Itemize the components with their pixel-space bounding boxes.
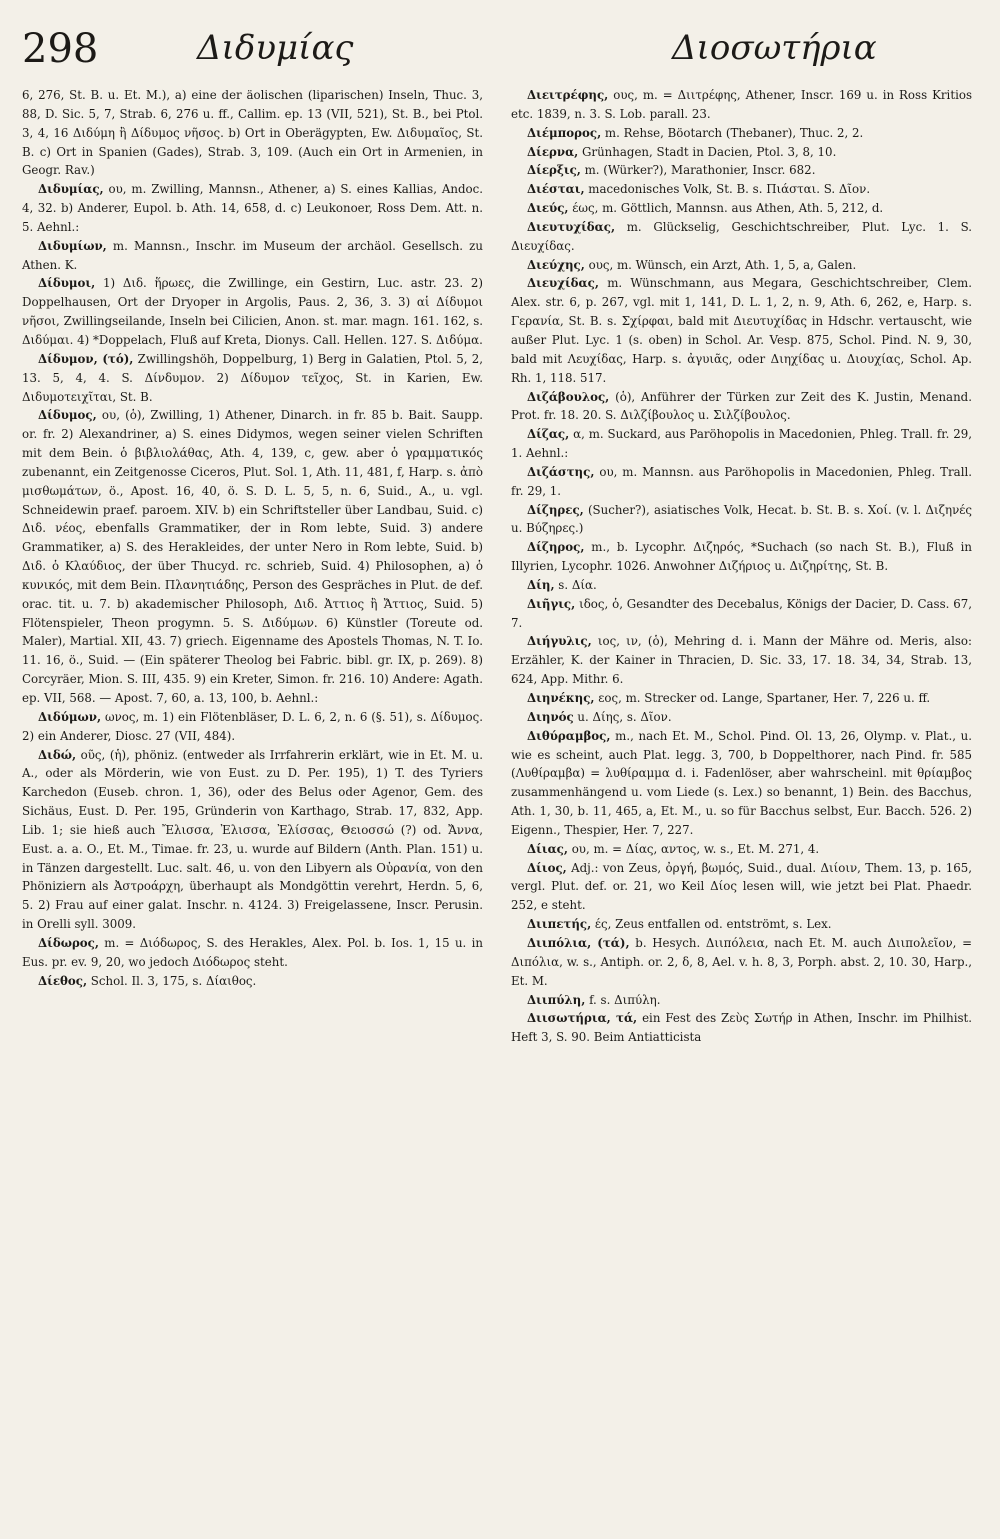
entry-headword: Δίδυμον, (τό), — [38, 351, 134, 366]
entry-headword: Διδυμίας, — [38, 182, 104, 197]
entry-text: b. Hesych. Διιπόλεια, nach Et. M. auch Διιπολεῖον, = Διπόλια, w. s., Antiph. or. 2, δ, 8, Ael. v. h. 8, 3, Porph. abst. 2, 10. 30, Harp., Et. M. — [511, 935, 972, 988]
entry-text: ους, m. Wünsch, ein Arzt, Ath. 1, 5, a, Galen. — [584, 257, 857, 272]
entry-text: ου, m. Mannsn. aus Paröhopolis in Macedonien, Phleg. Trall. fr. 29, 1. — [511, 464, 972, 498]
dictionary-entry — [511, 727, 972, 840]
dictionary-entry — [22, 350, 483, 407]
entry-text: οῦς, (ἡ), phöniz. (entweder als Irrfahrerin erklärt, wie in Et. M. u. A., oder als Mörderin, wie von Eust. zu D. Per. 195), 1) T. des Tyriers Karchedon (Euseb. chron. 1, 36), oder des Belus oder Agenor, Gem. des Sichäus, Eust. D. Per. 195, Gründerin von Karthago, Strab. 17, 832, App. Lib. 1; sie hieß auch Ἔλισσα, Ἐλισσα, Ἐλίσσας, Θειοσσώ (?) od. Ἄννα, Eust. a. a. O., Et. M., Timae. fr. 23, u. wurde auf Bildern (Anth. Plan. 151) u. in Tänzen dargestellt. Luc. salt. 46, u. von den Libyern als Οὐρανία, von den Phöniziern als Ἀστροάρχη, überhaupt als Mondgöttin verehrt, Herdn. 5, 6, 5. 2) Frau auf einer galat. Inschr. n. 4124. 3) Freigelassene, Inscr. Perusin. in Orelli syll. 3009. — [22, 747, 483, 932]
entry-headword: Διεύχης, — [527, 257, 585, 272]
entry-text: εος, m. Strecker od. Lange, Spartaner, Her. 7, 226 u. ff. — [594, 691, 931, 705]
dictionary-entry — [511, 274, 972, 387]
dictionary-entry — [22, 406, 483, 708]
right-running-headword: Διοσωτήρια — [672, 28, 877, 68]
entry-text: s. Δία. — [554, 577, 597, 592]
dictionary-entry — [511, 689, 972, 708]
entry-text: m. = Διόδωρος, S. des Herakles, Alex. Pol. b. Ios. 1, 15 u. in Eus. pr. ev. 9, 20, wo jedoch Διόδωρος steht. — [22, 935, 483, 969]
entry-text: Adj.: von Zeus, ὀργή, βωμός, Suid., dual. Διίοιν, Them. 13, p. 165, vergl. Plut. def. or. 21, wo Keil Δίος lesen will, wie jetzt bei Plat. Phaedr. 252, e steht. — [511, 860, 972, 913]
entry-text: έως, m. Göttlich, Mannsn. aus Athen, Ath. 5, 212, d. — [568, 201, 884, 216]
entry-headword: Διιπύλη, — [527, 992, 586, 1007]
entry-headword: Διῆγις, — [527, 596, 576, 611]
entry-headword: Δίζας, — [527, 427, 570, 442]
entry-text: ου, m. Zwilling, Mannsn., Athener, a) S. eines Kallias, Andoc. 4, 32. b) Anderer, Eupol. b. Ath. 14, 658, d. c) Leukonoer, Ross Dem. Att. n. 5. Aehnl.: — [22, 182, 483, 234]
dictionary-entry — [511, 538, 972, 576]
dictionary-entry — [22, 237, 483, 275]
entry-text: m., nach Et. M., Schol. Pind. Ol. 13, 26, Olymp. v. Plat., u. wie es scheint, auch Plat. legg. 3, 700, b Doppelthorer, nach Pind. fr. 585 (Λυθίραμβα) = λυθίραμμα d. i. Fadenlöser, aber wahrscheinl. mit θρίαμβος zusammenhängend u. vom Liede (s. Lex.) so benannt, 1) Bein. des Bacchus, Ath. 1, 30, b. 11, 465, a, Et. M., u. so für Bacchus selbst, Eur. Bacch. 526. 2) Eigenn., Thespier, Her. 7, 227. — [511, 728, 972, 837]
dictionary-entry — [511, 463, 972, 501]
entry-text: Grünhagen, Stadt in Dacien, Ptol. 3, 8, 10. — [578, 144, 837, 159]
dictionary-entry — [511, 595, 972, 633]
page-header — [22, 26, 972, 86]
entry-text: m. Rehse, Böotarch (Thebaner), Thuc. 2, 2. — [601, 125, 864, 140]
entry-headword: Δίιος, — [527, 860, 567, 875]
entry-headword: Διζάστης, — [527, 464, 595, 479]
entry-headword: Δίζηρος, — [527, 540, 585, 555]
dictionary-entry — [511, 388, 972, 426]
entry-headword: Διδύμων, — [38, 709, 102, 724]
entry-headword: Διδώ, — [38, 747, 77, 762]
dictionary-entry — [511, 859, 972, 916]
dictionary-entry — [511, 840, 972, 859]
entry-text: m. Glückselig, Geschichtschreiber, Plut. Lyc. 1. S. Διευχίδας. — [511, 219, 972, 253]
entry-headword: Δίδυμοι, — [38, 276, 96, 291]
entry-text: ωνος, m. 1) ein Flötenbläser, D. L. 6, 2, n. 6 (§. 51), s. Δίδυμος. 2) ein Anderer, Diosc. 27 (VII, 484). — [22, 709, 483, 743]
dictionary-entry — [511, 934, 972, 991]
dictionary-entry — [511, 425, 972, 463]
entry-headword: Διήγυλις, — [527, 634, 592, 649]
dictionary-entry — [511, 991, 972, 1010]
entry-headword: Διευχίδας, — [527, 276, 599, 291]
dictionary-entry — [22, 708, 483, 746]
entry-headword: Διδυμίων, — [38, 238, 107, 253]
dictionary-entry — [511, 180, 972, 199]
entry-text: ιδος, ὁ, Gesandter des Decebalus, Königs der Dacier, D. Cass. 67, 7. — [511, 596, 972, 630]
entry-text: ου, (ὁ), Zwilling, 1) Athener, Dinarch. in fr. 85 b. Bait. Saupp. or. fr. 2) Alexandriner, a) S. eines Didymos, wegen seiner vielen Schriften mit dem Bein. ὁ βιβλιολάθας, Ath. 4, 139, c, gew. aber ὁ γραμματικός zubenannt, ein Zeitgenosse Ciceros, Plut. Sol. 1, Ath. 11, 481, f, Harp. s. ἀπὸ μισθωμάτων, ö., Apost. 16, 40, ö. S. D. L. 5, 5, n. 6, Suid., A., u. vgl. Schneidewin praef. paroem. XIV. b) ein Schriftsteller über Landbau, Suid. c) Διδ. νέος, ebenfalls Grammatiker, der in Rom lebte, Suid. 3) andere Grammatiker, a) S. des Herakleides, der unter Nero in Rom lebte, Suid. b) Διδ. ὁ Κλαύδιος, der über Thucyd. rc. schrieb, Suid. 4) Philosophen, a) ὁ κυνικός, mit dem Bein. Πλανητιάδης, Person des Gespräches in Plut. de def. orac. tit. u. 7. b) akademischer Philosoph, Διδ. Ἀττιος ἢ Ἄττιος, Suid. 5) Flötenspieler, Theon progymn. 5. S. Διδύμων. 6) Künstler (Toreute od. Maler), Martial. XII, 43. 7) griech. Eigenname des Apostels Thomas, N. T. Io. 11. 16, ö., Suid. — (Ein späterer Theolog bei Fabric. bibl. gr. IX, p. 269). 8) Corcyräer, Mion. S. III, 435. 9) ein Kreter, Simon. fr. 216. 10) Andere: Agath. ep. VII, 568. — Apost. 7, 60, a. 13, 100, b. Aehnl.: — [22, 408, 483, 705]
left-column — [22, 86, 483, 1047]
dictionary-entry — [22, 972, 483, 991]
dictionary-entry — [511, 86, 972, 124]
entry-headword: Διιπόλια, (τά), — [527, 935, 630, 950]
entry-text: 1) Διδ. ἥρωες, die Zwillinge, ein Gestirn, Luc. astr. 23. 2) Doppelhausen, Ort der Dryoper in Argolis, Paus. 2, 36, 3. 3) αἱ Δίδυμοι νῆσοι, Zwillingseilande, Inseln bei Cilicien, Anon. st. mar. magn. 161. 162, s. Διδύμαι. 4) *Doppelach, Fluß auf Kreta, Dionys. Call. Hellen. 127. S. Διδύμα. — [22, 276, 483, 347]
entry-headword: Διεύς, — [527, 201, 569, 216]
entry-text: 6, 276, St. B. u. Et. M.), a) eine der äolischen (liparischen) Inseln, Thuc. 3, 88, D. Sic. 5, 7, Strab. 6, 276 u. ff., Callim. ep. 13 (VII, 521), St. B., bei Ptol. 3, 4, 16 Διδύμη ἢ Δίδυμος νῆσος. b) Ort in Oberägypten, Ew. Διδυμαῖος, St. B. c) Ort in Spanien (Gades), Strab. 3, 109. (Auch ein Ort in Armenien, in Geogr. Rav.) — [22, 88, 483, 178]
dictionary-entry — [511, 124, 972, 143]
entry-text: Schol. Il. 3, 175, s. Δίαιθος. — [87, 973, 257, 988]
entry-text: α, m. Suckard, aus Paröhopolis in Macedonien, Phleg. Trall. fr. 29, 1. Aehnl.: — [511, 427, 972, 461]
entry-headword: Δίδωρος, — [38, 935, 99, 950]
entry-headword: Διέσται, — [527, 182, 585, 197]
entry-headword: Διθύραμβος, — [527, 728, 611, 743]
dictionary-entry — [22, 934, 483, 972]
entry-headword: Διέμπορος, — [527, 125, 602, 140]
entry-headword: Διισωτήρια, τά, — [527, 1011, 638, 1026]
dictionary-entry — [22, 86, 483, 180]
entry-text: ein Fest des Ζεὺς Σωτήρ in Athen, Inschr. im Philhist. Heft 3, S. 90. Beim Antiatticista — [511, 1011, 973, 1045]
dictionary-entry — [511, 501, 972, 539]
dictionary-entry — [511, 218, 972, 256]
entry-headword: Διιπετής, — [527, 917, 592, 932]
entry-text: ές, Zeus entfallen od. entströmt, s. Lex. — [591, 917, 832, 932]
right-column — [511, 86, 972, 1047]
entry-headword: Δίη, — [527, 577, 555, 592]
entry-headword: Δίερνα, — [527, 144, 579, 159]
dictionary-entry — [22, 746, 483, 934]
entry-text: u. Δίης, s. Δῖον. — [573, 709, 672, 724]
entry-text: ου, m. = Δίας, αντος, w. s., Et. M. 271, 4. — [567, 841, 820, 856]
entry-text: ους, m. = Διιτρέφης, Athener, Inscr. 169 u. in Ross Kritios etc. 1839, n. 3. S. Lob. parall. 23. — [511, 88, 972, 121]
dictionary-entry — [22, 180, 483, 237]
entry-text: m. Mannsn., Inschr. im Museum der archäol. Gesellsch. zu Athen. K. — [22, 238, 483, 272]
entry-headword: Διειτρέφης, — [527, 88, 609, 102]
dictionary-entry — [511, 576, 972, 595]
dictionary-entry — [511, 199, 972, 218]
left-running-headword: Διδυμίας — [197, 28, 354, 68]
dictionary-entry — [511, 161, 972, 180]
entry-text: ιος, ιν, (ὁ), Mehring d. i. Mann der Mähre od. Meris, also: Erzähler, K. der Kainer in Thracien, D. Sic. 33, 17. 18. 34, 34, Strab. 13, 624, App. Mithr. 6. — [511, 634, 972, 687]
entry-text: (ὁ), Anführer der Türken zur Zeit des K. Justin, Menand. Prot. fr. 18. 20. S. Διλζίβουλος u. Σιλζίβουλος. — [511, 389, 972, 423]
entry-text: m. (Würker?), Marathonier, Inscr. 682. — [580, 163, 816, 178]
dictionary-entry — [22, 274, 483, 349]
entry-headword: Διηνός — [527, 709, 574, 724]
entry-headword: Δίεθος, — [38, 973, 88, 988]
entry-headword: Δίζηρες, — [527, 502, 584, 517]
entry-text: macedonisches Volk, St. B. s. Πιάσται. S. Δῖον. — [584, 182, 871, 197]
entry-headword: Δίιας, — [527, 841, 568, 856]
entry-text: m., b. Lycophr. Διζηρός, *Suchach (so nach St. B.), Fluß in Illyrien, Lycophr. 1026. Anwohner Διζήριος u. Διζηρίτης, St. B. — [511, 540, 972, 574]
entry-headword: Διζάβουλος, — [527, 389, 610, 404]
text-columns — [22, 86, 972, 1047]
dictionary-entry — [511, 256, 972, 275]
entry-headword: Δίερξις, — [527, 163, 581, 178]
entry-headword: Δίδυμος, — [38, 408, 97, 423]
entry-text: (Sucher?), asiatisches Volk, Hecat. b. St. B. s. Χοί. (v. l. Διζηνές u. Βύζηρες.) — [511, 502, 972, 536]
page-number: 298 — [22, 26, 99, 72]
dictionary-entry — [511, 1009, 972, 1047]
entry-headword: Διηνέκης, — [527, 691, 595, 705]
entry-headword: Διευτυχίδας, — [527, 219, 616, 234]
dictionary-entry — [511, 143, 972, 162]
entry-text: Zwillingshöh, Doppelburg, 1) Berg in Galatien, Ptol. 5, 2, 13. 5, 4, 4. S. Δίνδυμον. 2) Δίδυμον τεῖχος, St. in Karien, Ew. Διδυμοτειχῖται, St. B. — [22, 351, 483, 404]
dictionary-entry — [511, 632, 972, 689]
dictionary-entry — [511, 708, 972, 727]
dictionary-entry — [511, 915, 972, 934]
entry-text: m. Wünschmann, aus Megara, Geschichtschreiber, Clem. Alex. str. 6, p. 267, vgl. mit 1, 141, D. L. 1, 2, n. 9, Ath. 6, 262, e, Harp. s. Γερανία, St. B. s. Σχίρφαι, bald mit Διευτυχίδας in Hdschr. vertauscht, wie außer Plut. Lyc. 1 (s. oben) in Schol. Ar. Vesp. 875, Schol. Pind. N. 9, 30, bald mit Λευχίδας, Harp. s. ἀγυιᾶς, oder Διηχίδας u. Διουχίας, Schol. Ap. Rh. 1, 118. 517. — [511, 276, 972, 385]
entry-text: f. s. Διπύλη. — [585, 992, 661, 1007]
